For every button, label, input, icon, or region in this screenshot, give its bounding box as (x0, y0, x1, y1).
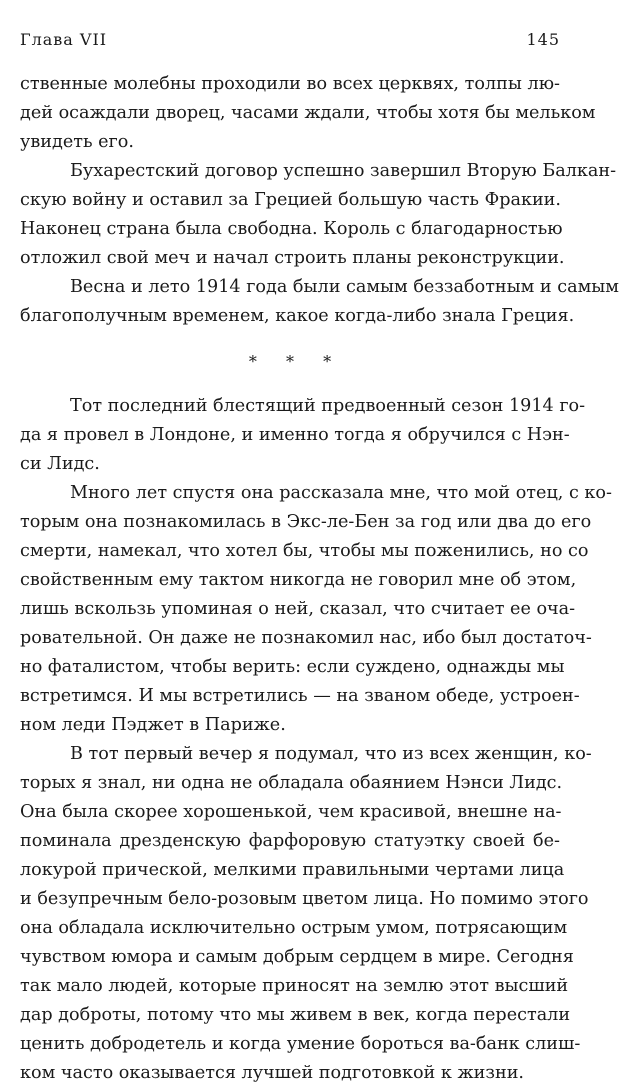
text-line: ственные молебны проходили во всех церквях, толпы лю- (20, 74, 560, 94)
text-line: так мало людей, которые приносят на землю этот высший (20, 976, 569, 996)
text-line: Тот последний блестящий предвоенный сезон 1914 го- (70, 396, 586, 416)
text-line: свойственным ему тактом никогда не говорил мне об этом, (20, 570, 577, 590)
text-line: Много лет спустя она рассказала мне, что мой отец, с ко- (70, 483, 612, 503)
text-line: дар доброты, потому что мы живем в век, когда перестали (20, 1005, 571, 1025)
text-line: лишь вскользь упоминая о ней, сказал, что считает ее оча- (20, 599, 576, 619)
text-line: Наконец страна была свободна. Король с благодарностью (20, 219, 563, 239)
paragraph (20, 479, 612, 740)
text-line: Она была скорее хорошенькой, чем красивой, внешне на- (20, 802, 562, 822)
text-line: благополучным временем, какое когда-либо знала Греция. (20, 306, 575, 326)
text-line: ком часто оказывается лучшей подготовкой к жизни. (20, 1063, 525, 1083)
paragraph (20, 392, 586, 479)
text-line: локурой прической, мелкими правильными чертами лица (20, 860, 565, 880)
text-line: поминала дрезденскую фарфоровую статуэтку своей бе- (20, 831, 560, 851)
text-line: дей осаждали дворец, часами ждали, чтобы хотя бы мельком (20, 103, 596, 123)
text-line: да я провел в Лондоне, и именно тогда я обручился с Нэн- (20, 425, 570, 445)
text-line: увидеть его. (20, 132, 134, 152)
paragraph (20, 273, 619, 331)
text-line: но фаталистом, чтобы верить: если суждено, однажды мы (20, 657, 565, 677)
text-line: встретимся. И мы встретились — на званом обеде, устроен- (20, 686, 580, 706)
text-line: си Лидс. (20, 454, 100, 474)
page-number: 145 (526, 30, 560, 49)
chapter-title: Глава VII (20, 30, 108, 49)
text-line: Весна и лето 1914 года были самым беззаботным и самым (70, 277, 619, 297)
paragraph (20, 157, 617, 273)
text-line: В тот первый вечер я подумал, что из всех женщин, ко- (70, 744, 592, 764)
paragraph (20, 70, 596, 157)
text-line: отложил свой меч и начал строить планы реконструкции. (20, 248, 565, 268)
page-body (20, 70, 619, 1088)
text-line: Бухарестский договор успешно завершил Вторую Балкан- (70, 161, 617, 181)
text-line: торых я знал, ни одна не обладала обаянием Нэнси Лидс. (20, 773, 563, 793)
text-line: торым она познакомилась в Экс-ле-Бен за год или два до его (20, 512, 592, 532)
text-line: скую войну и оставил за Грецией большую часть Фракии. (20, 190, 561, 210)
text-line: ценить добродетель и когда умение бороться ва-банк слиш- (20, 1034, 581, 1054)
paragraph (20, 740, 592, 1088)
text-line: и безупречным бело-розовым цветом лица. Но помимо этого (20, 889, 589, 909)
text-line: она обладала исключительно острым умом, потрясающим (20, 918, 568, 938)
text-line: чувством юмора и самым добрым сердцем в мире. Сегодня (20, 947, 574, 967)
section-separator: * * * (248, 352, 344, 371)
text-line: ровательной. Он даже не познакомил нас, ибо был достаточ- (20, 628, 592, 648)
text-line: ном леди Пэджет в Париже. (20, 715, 286, 735)
text-line: смерти, намекал, что хотел бы, чтобы мы поженились, но со (20, 541, 589, 561)
